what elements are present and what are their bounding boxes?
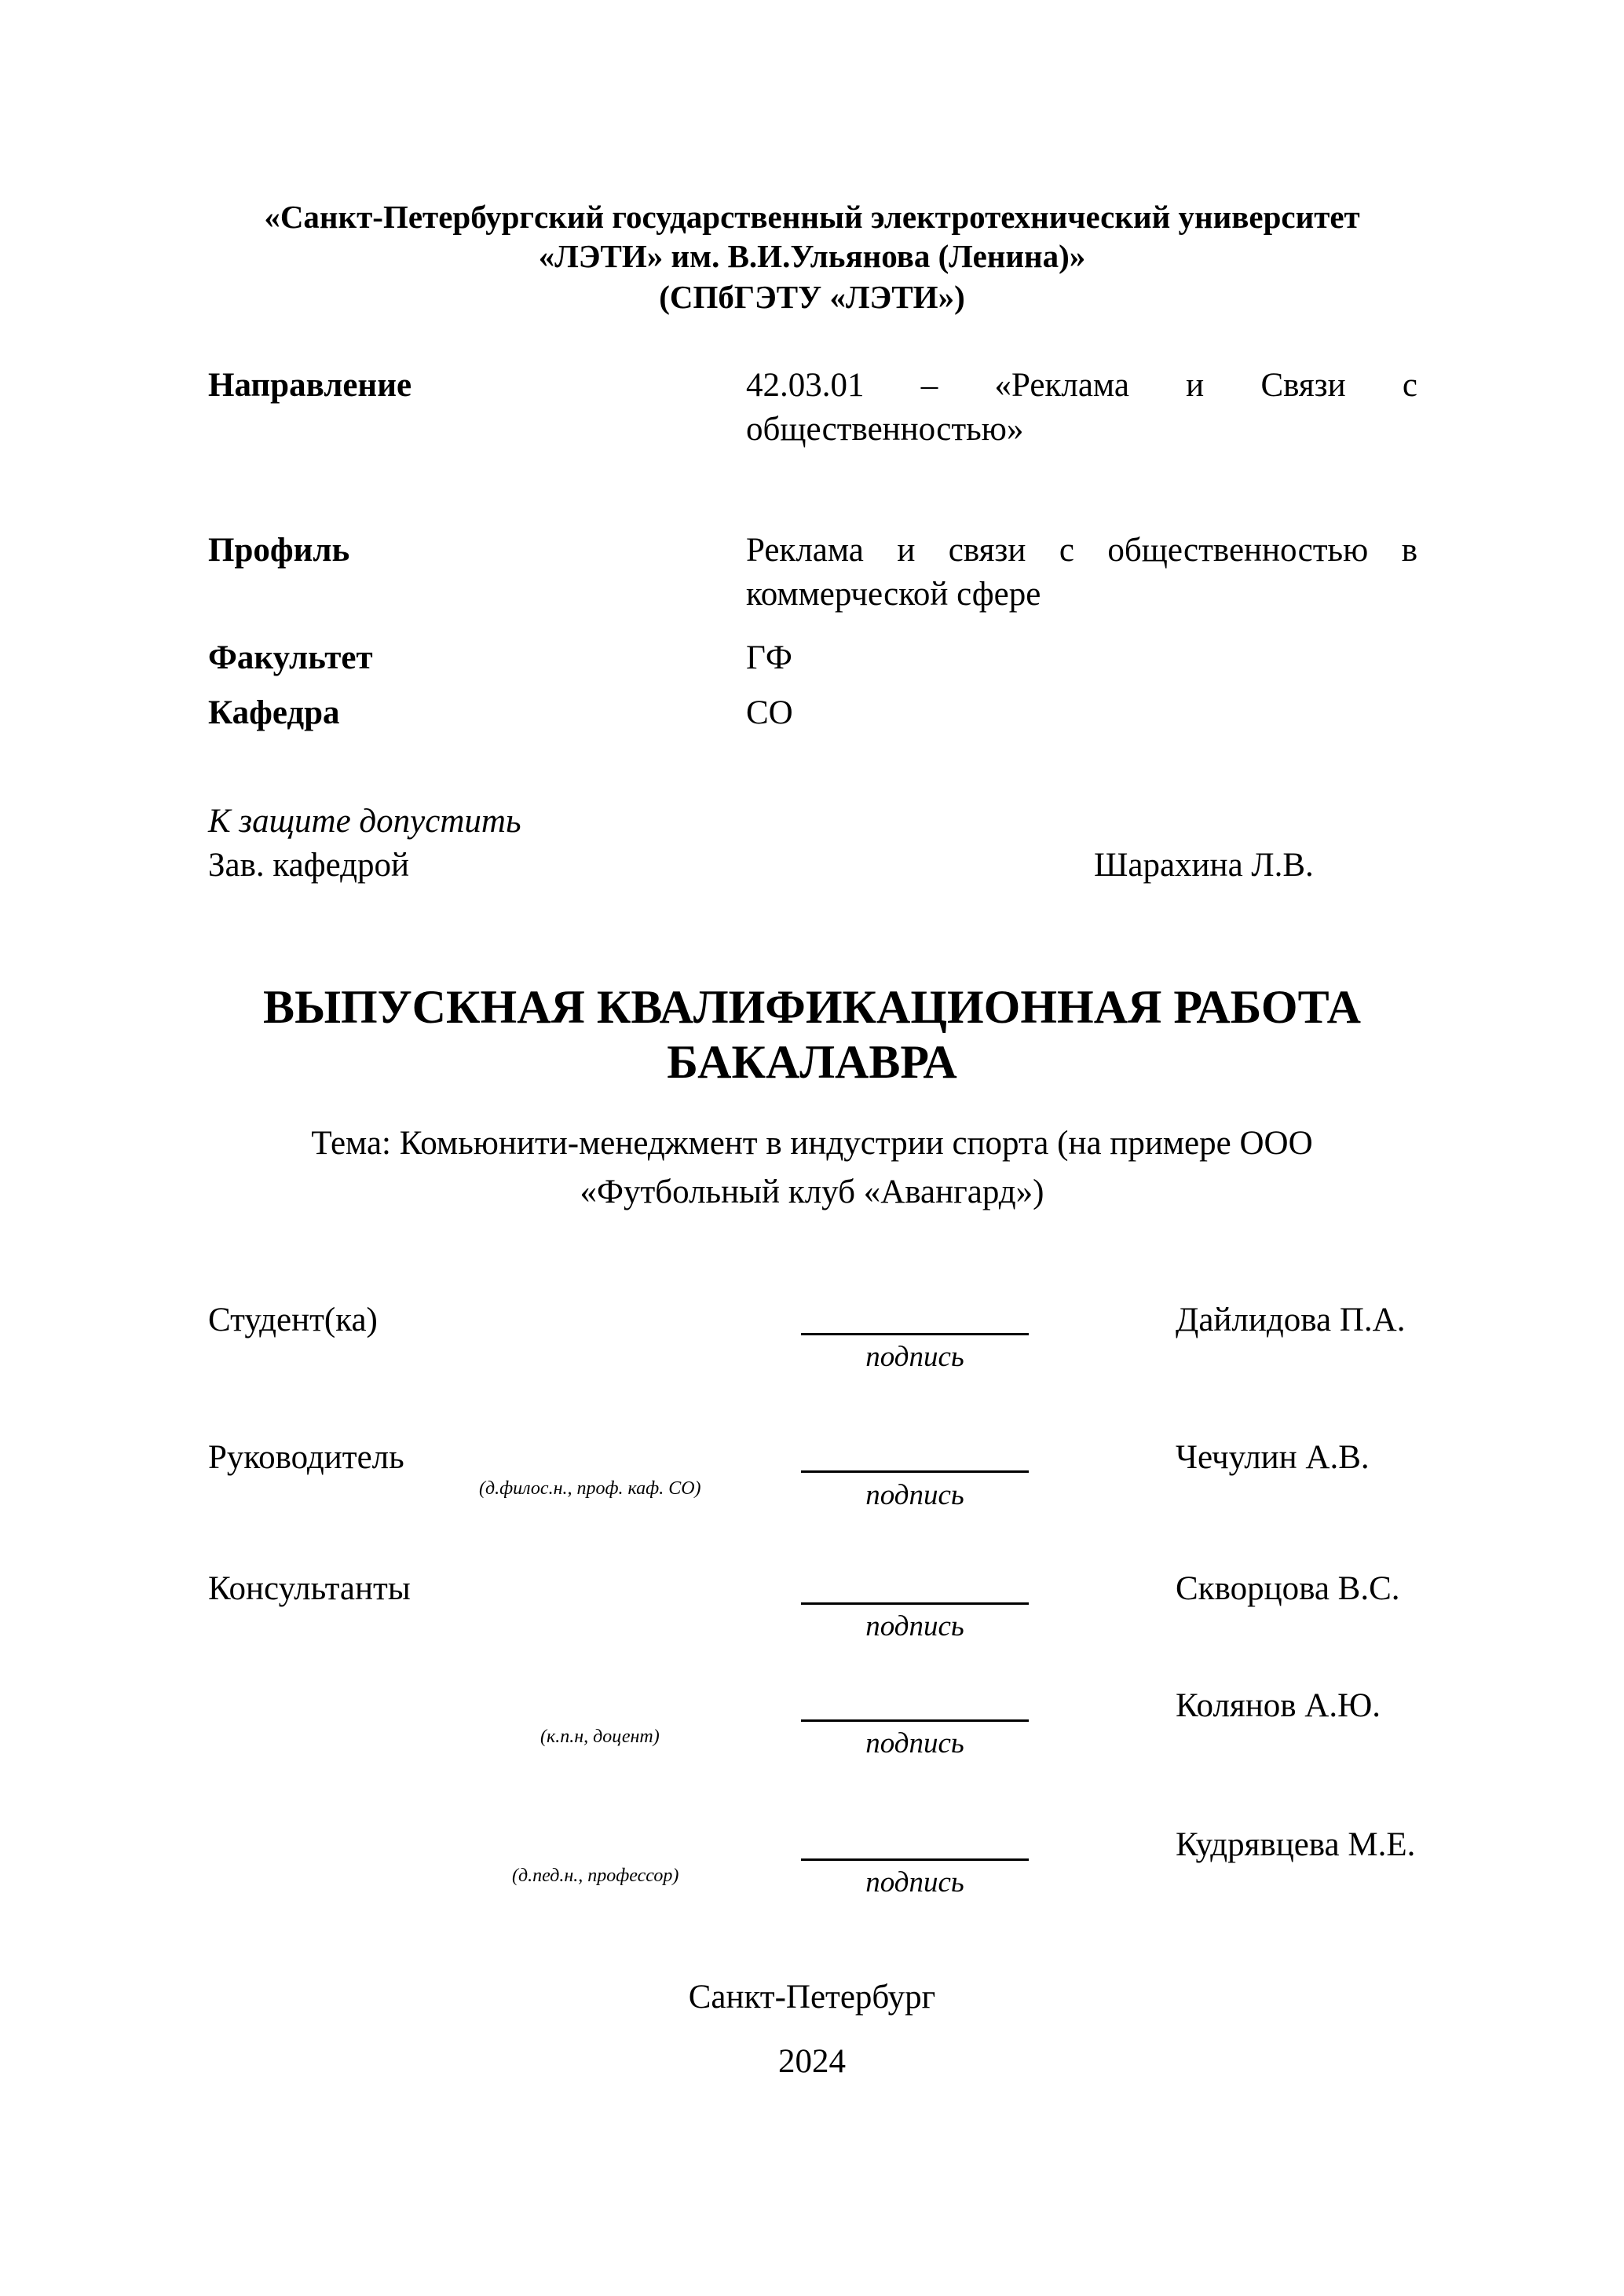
consultant3-signature-line (801, 1858, 1029, 1861)
year: 2024 (778, 2043, 846, 2080)
profile-value-line1: Реклама и связи с общественностью в (746, 532, 1417, 569)
direction-label: Направление (208, 367, 412, 404)
supervisor-signature-line (801, 1470, 1029, 1473)
supervisor-degree: (д.филос.н., проф. каф. СО) (479, 1478, 701, 1499)
consultant3-name: Кудрявцева М.Е. (1176, 1826, 1416, 1863)
consultant2-signature-caption: подпись (865, 1727, 964, 1760)
faculty-value: ГФ (746, 639, 792, 676)
consultant3-signature-caption: подпись (865, 1866, 964, 1899)
university-name-line2: «ЛЭТИ» им. В.И.Ульянова (Ленина)» (538, 238, 1086, 274)
consultant1-signature-line (801, 1602, 1029, 1605)
direction-value-line2: общественностью» (746, 411, 1024, 448)
thesis-topic-line1: Тема: Комьюнити-менеджмент в индустрии спорта (на примере ООО (311, 1125, 1313, 1162)
supervisor-label: Руководитель (208, 1439, 404, 1476)
direction-value-line1: 42.03.01 – «Реклама и Связи с (746, 367, 1417, 404)
consultant2-signature-line (801, 1719, 1029, 1722)
university-abbrev: (СПбГЭТУ «ЛЭТИ») (659, 279, 965, 315)
consultant2-degree: (к.п.н, доцент) (540, 1727, 660, 1747)
department-label: Кафедра (208, 694, 340, 731)
consultant1-name: Скворцова В.С. (1176, 1570, 1400, 1607)
thesis-title-line1: ВЫПУСКНАЯ КВАЛИФИКАЦИОННАЯ РАБОТА (263, 981, 1361, 1033)
student-signature-caption: подпись (865, 1341, 964, 1373)
supervisor-signature-caption: подпись (865, 1479, 964, 1511)
thesis-topic-line2: «Футбольный клуб «Авангард») (580, 1174, 1044, 1210)
profile-value-line2: коммерческой сфере (746, 576, 1041, 613)
consultant2-name: Колянов А.Ю. (1176, 1687, 1381, 1724)
supervisor-name: Чечулин А.В. (1176, 1439, 1370, 1476)
thesis-title-line2: БАКАЛАВРА (667, 1036, 957, 1088)
admit-to-defense-text: К защите допустить (208, 803, 521, 840)
department-value: СО (746, 694, 793, 731)
head-of-department-label: Зав. кафедрой (208, 847, 410, 884)
faculty-label: Факультет (208, 639, 373, 676)
student-signature-line (801, 1333, 1029, 1335)
consultants-label: Консультанты (208, 1570, 411, 1607)
university-name-line1: «Санкт-Петербургский государственный электротехнический университет (264, 199, 1360, 235)
student-name: Дайлидова П.А. (1176, 1302, 1406, 1338)
head-of-department-name: Шарахина Л.В. (1094, 847, 1314, 884)
profile-label: Профиль (208, 532, 350, 569)
student-label: Студент(ка) (208, 1302, 378, 1338)
consultant3-degree: (д.пед.н., профессор) (512, 1866, 679, 1886)
city: Санкт-Петербург (688, 1979, 936, 2016)
consultant1-signature-caption: подпись (865, 1610, 964, 1642)
